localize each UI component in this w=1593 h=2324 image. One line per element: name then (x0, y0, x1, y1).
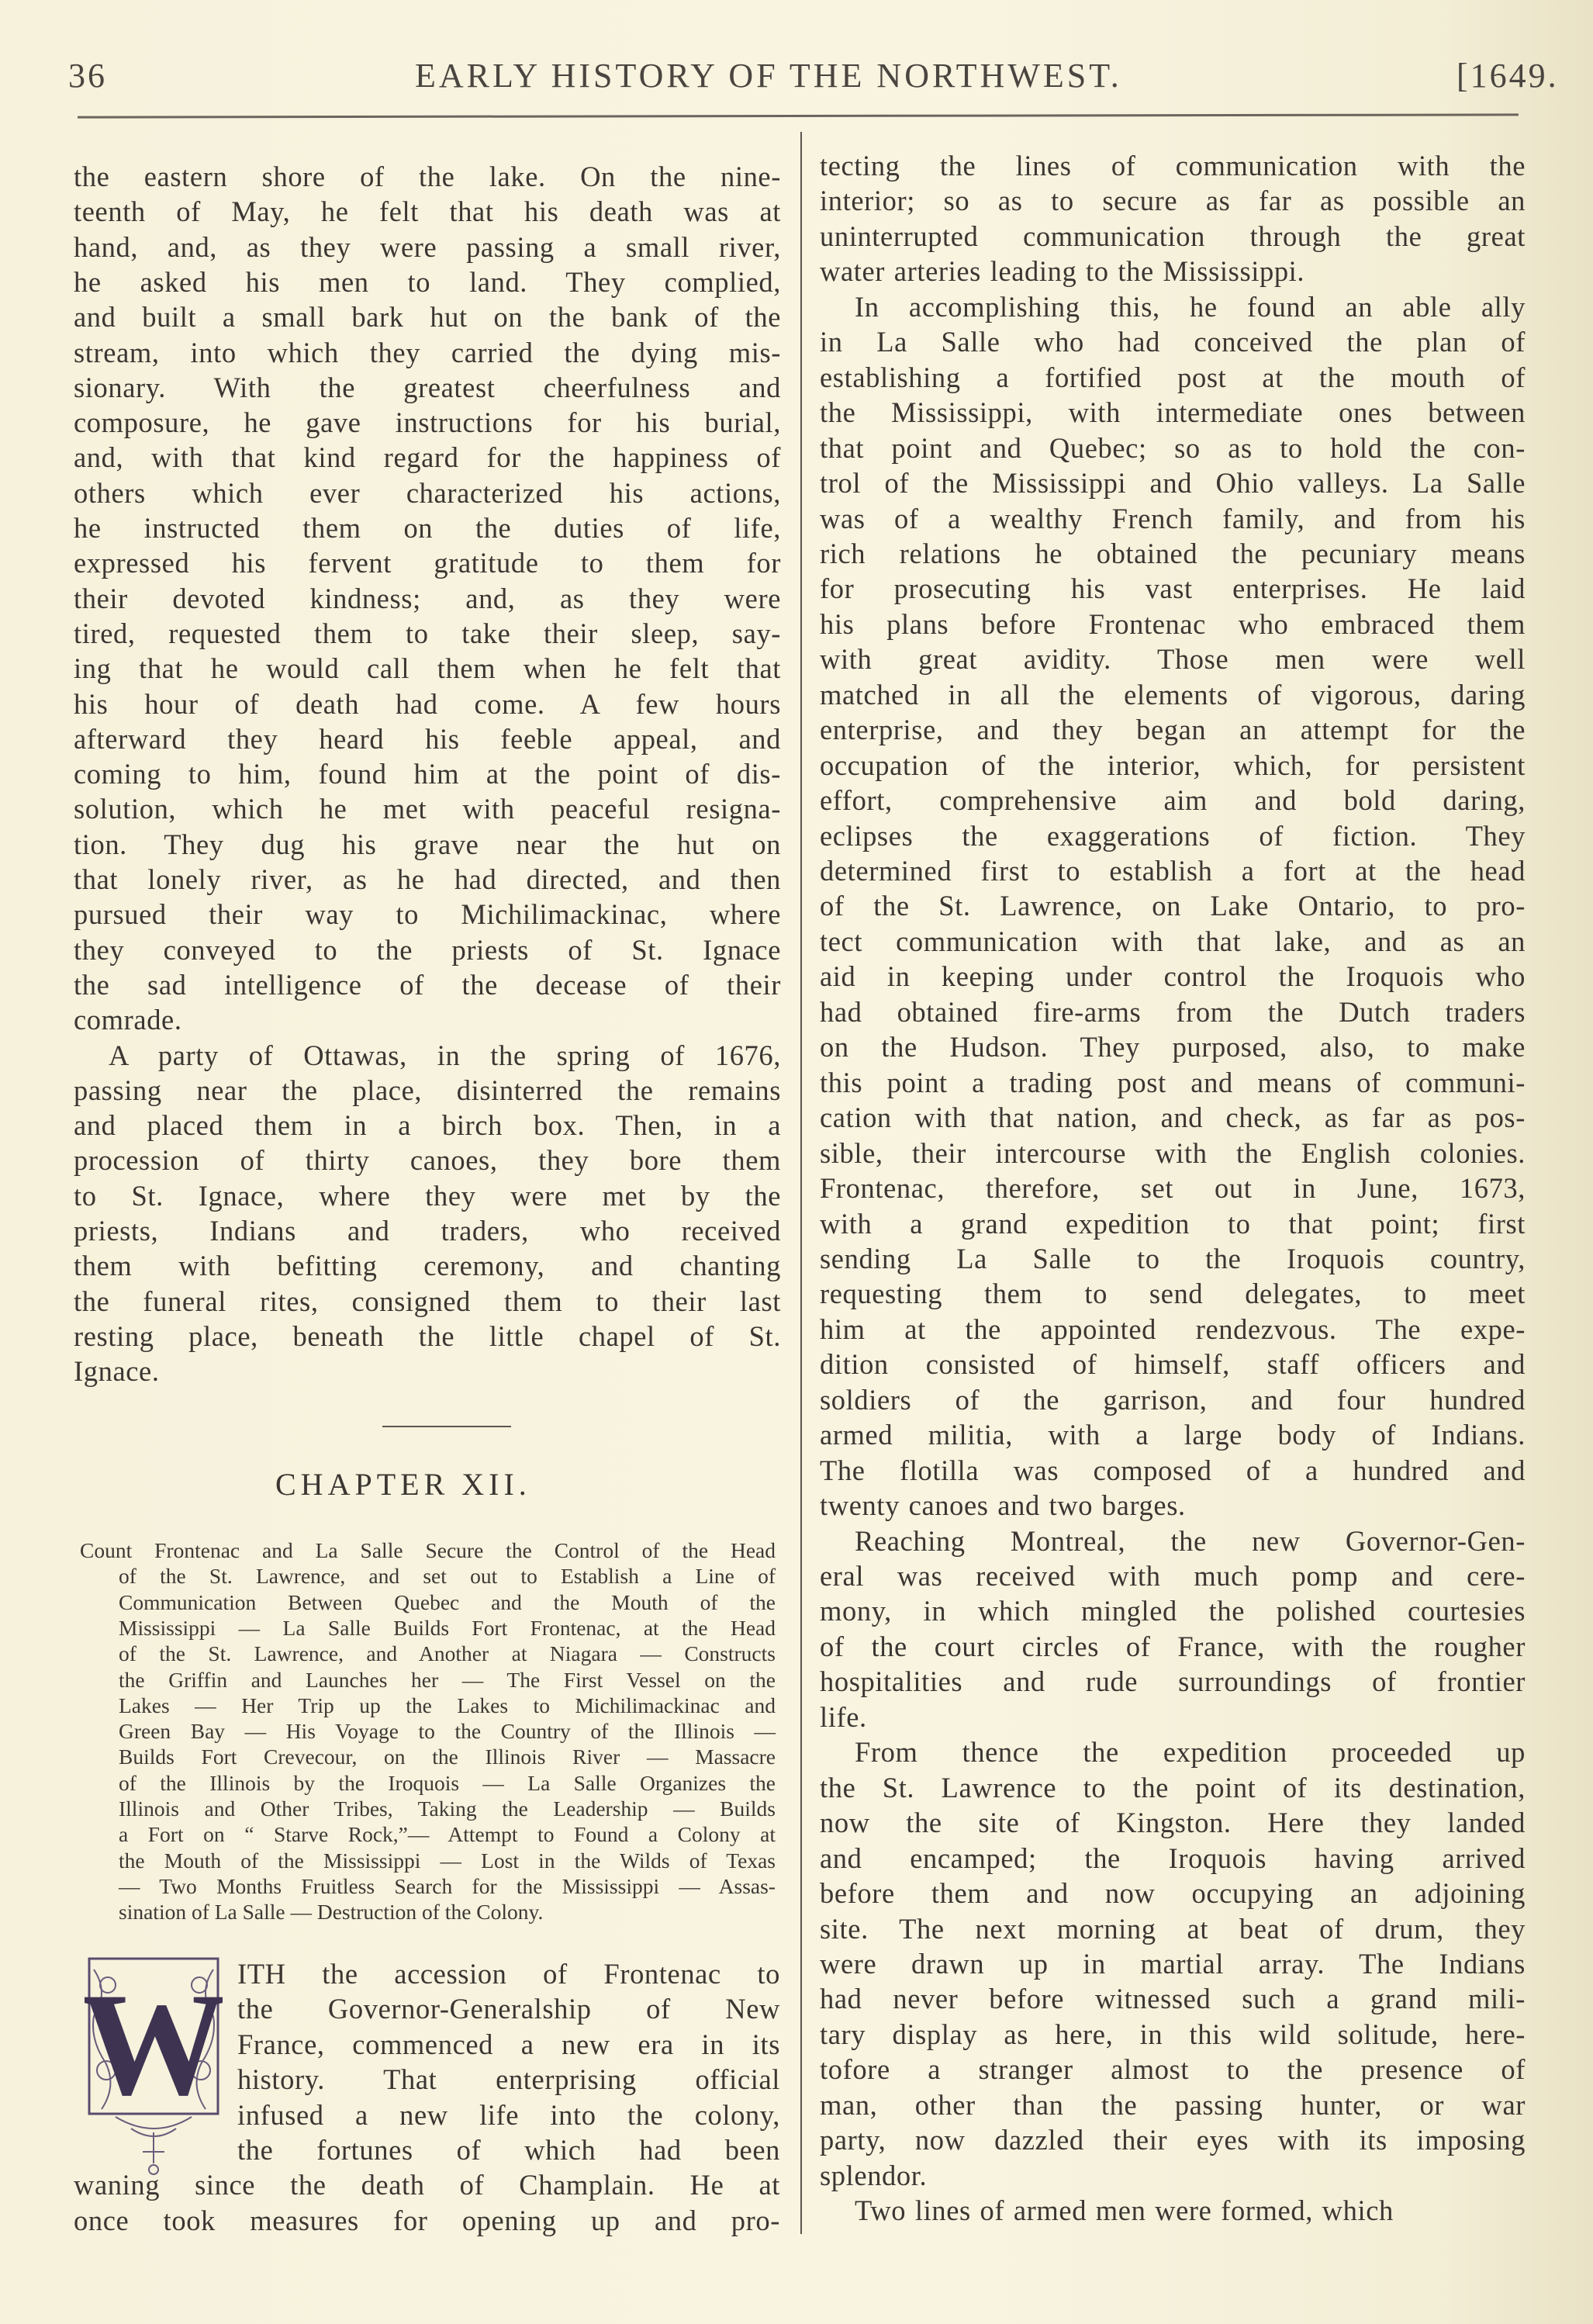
text-line: ing that he would call them when he felt that (74, 652, 781, 685)
summary-line: Count Frontenac and La Salle Secure the Control of the Head (80, 1538, 776, 1562)
page-date: [1649. (1457, 57, 1559, 95)
chapter-title: CHAPTER XII. (275, 1467, 531, 1502)
text-line: water arteries leading to the Mississippi. (820, 255, 1305, 288)
text-line: had obtained fire-arms from the Dutch traders (820, 995, 1526, 1028)
text-line: Frontenac, therefore, set out in June, 1673, (820, 1172, 1526, 1205)
text-line: splendor. (820, 2159, 928, 2191)
header-rule (78, 113, 1519, 118)
text-line: sending La Salle to the Iroquois country, (820, 1242, 1526, 1274)
text-line: for prosecuting his vast enterprises. He laid (820, 572, 1526, 605)
text-line: tired, requested them to take their sleep, say- (74, 617, 781, 649)
text-line: that point and Quebec; so as to hold the con- (820, 431, 1526, 464)
text-line: hospitalities and rude surroundings of frontier (820, 1665, 1526, 1698)
text-line: From thence the expedition proceeded up (855, 1736, 1526, 1769)
text-line: Ignace. (74, 1355, 160, 1388)
text-line: In accomplishing this, he found an able ally (855, 290, 1526, 323)
text-line: and, with that kind regard for the happiness of (74, 441, 781, 474)
text-line: man, other than the passing hunter, or war (820, 2088, 1526, 2121)
text-line: comrade. (74, 1004, 182, 1036)
text-line: Two lines of armed men were formed, which (855, 2194, 1394, 2227)
text-line: teenth of May, he felt that his death was at (74, 195, 781, 228)
text-line: hand, and, as they were passing a small river, (74, 230, 781, 263)
summary-line: Mississippi — La Salle Builds Fort Frontenac, at the Head (119, 1615, 776, 1640)
text-line: ITH the accession of Frontenac to (237, 1958, 780, 1990)
text-line: eclipses the exaggerations of fiction. They (820, 819, 1526, 852)
text-line: mony, in which mingled the polished courtesies (820, 1595, 1526, 1627)
text-line: establishing a fortified post at the mouth of (820, 361, 1526, 393)
text-line: now the site of Kingston. Here they landed (820, 1807, 1526, 1839)
text-line: tion. They dug his grave near the hut on (74, 828, 781, 860)
text-line: with great avidity. Those men were well (820, 643, 1526, 676)
summary-line: Illinois and Other Tribes, Taking the Leadership — Builds (119, 1797, 776, 1821)
text-line: were drawn up in martial array. The Indians (820, 1947, 1526, 1980)
summary-line: of the St. Lawrence, and Another at Niagara — Constructs (119, 1641, 776, 1666)
text-line: sible, their intercourse with the English colonies. (820, 1136, 1526, 1169)
text-line: France, commenced a new era in its (237, 2028, 780, 2060)
text-line: they conveyed to the priests of St. Ignace (74, 933, 781, 966)
summary-line: Lakes — Her Trip up the Lakes to Michilimackinac and (119, 1693, 776, 1717)
text-line: them with befitting ceremony, and chanting (74, 1250, 781, 1282)
text-line: pursued their way to Michilimackinac, where (74, 898, 781, 931)
text-line: determined first to establish a fort at the head (820, 855, 1526, 887)
text-line: their devoted kindness; and, as they were (74, 582, 781, 614)
text-line: effort, comprehensive aim and bold daring, (820, 784, 1526, 817)
summary-line: Builds Fort Crevecour, on the Illinois River — Massacre (119, 1745, 776, 1769)
text-line: eral was received with much pomp and cere- (820, 1560, 1526, 1592)
section-rule (382, 1426, 511, 1427)
text-line: stream, into which they carried the dying mis- (74, 336, 781, 368)
text-line: uninterrupted communication through the great (820, 220, 1526, 252)
text-line: the St. Lawrence to the point of its destination, (820, 1771, 1526, 1804)
text-line: party, now dazzled their eyes with its imposing (820, 2124, 1526, 2156)
text-line: interior; so as to secure as far as possible an (820, 185, 1526, 217)
text-line: before them and now occupying an adjoining (820, 1877, 1526, 1910)
text-line: priests, Indians and traders, who received (74, 1215, 781, 1247)
text-line: with a grand expedition to that point; first (820, 1207, 1526, 1240)
text-line: to St. Ignace, where they were met by the (74, 1179, 781, 1212)
text-line: matched in all the elements of vigorous, daring (820, 678, 1526, 711)
text-line: on the Hudson. They purposed, also, to make (820, 1031, 1526, 1063)
text-line: once took measures for opening up and pro- (74, 2204, 780, 2236)
summary-line: Green Bay — His Voyage to the Country of the Illinois — (119, 1719, 776, 1744)
text-line: of the court circles of France, with the rougher (820, 1630, 1526, 1662)
text-line: aid in keeping under control the Iroquois who (820, 960, 1526, 993)
summary-line: a Fort on “ Starve Rock,”— Attempt to Found a Colony at (119, 1822, 776, 1847)
text-line: occupation of the interior, which, for persistent (820, 749, 1526, 781)
text-line: the sad intelligence of the decease of their (74, 968, 781, 1001)
text-line: and encamped; the Iroquois having arrived (820, 1842, 1526, 1874)
ornamental-drop-cap-w-icon (85, 1954, 223, 2179)
text-line: Reaching Montreal, the new Governor-Gen- (855, 1524, 1526, 1557)
text-line: this point a trading post and means of communi- (820, 1066, 1526, 1098)
text-line: tofore a stranger almost to the presence of (820, 2053, 1526, 2086)
running-title: EARLY HISTORY OF THE NORTHWEST. (415, 57, 1122, 95)
text-line: rich relations he obtained the pecuniary means (820, 537, 1526, 569)
text-line: and placed them in a birch box. Then, in a (74, 1109, 781, 1142)
text-line: armed militia, with a large body of Indians. (820, 1419, 1526, 1451)
text-line: the Mississippi, with intermediate ones between (820, 396, 1526, 429)
text-line: cation with that nation, and check, as far as pos- (820, 1101, 1526, 1134)
summary-line: Communication Between Quebec and the Mouth of the (119, 1589, 776, 1614)
text-line: his hour of death had come. A few hours (74, 687, 781, 720)
text-line: afterward they heard his feeble appeal, and (74, 722, 781, 755)
text-line: A party of Ottawas, in the spring of 1676, (109, 1039, 781, 1071)
text-line: twenty canoes and two barges. (820, 1489, 1186, 1522)
text-line: was of a wealthy French family, and from his (820, 502, 1526, 534)
text-line: composure, he gave instructions for his burial, (74, 406, 781, 439)
text-line: him at the appointed rendezvous. The expe- (820, 1312, 1526, 1345)
page-number: 36 (68, 57, 107, 95)
text-line: tecting the lines of communication with the (820, 150, 1526, 182)
text-line: his plans before Frontenac who embraced them (820, 607, 1526, 640)
svg-text:W: W (85, 1963, 223, 2126)
text-line: the Governor-Generalship of New (237, 1993, 780, 2025)
text-line: life. (820, 1700, 867, 1733)
text-line: he asked his men to land. They complied, (74, 265, 781, 298)
text-line: dition consisted of himself, staff officers and (820, 1348, 1526, 1381)
text-line: the eastern shore of the lake. On the nine- (74, 161, 781, 192)
text-line: tary display as here, in this wild solitude, here- (820, 2018, 1526, 2050)
text-line: expressed his fervent gratitude to them for (74, 547, 781, 579)
summary-line: — Two Months Fruitless Search for the Mississippi — Assas- (119, 1873, 776, 1898)
text-line: trol of the Mississippi and Ohio valleys. La Salle (820, 467, 1526, 500)
summary-line: of the St. Lawrence, and set out to Establish a Line of (119, 1564, 776, 1589)
text-line: history. That enterprising official (237, 2063, 780, 2096)
text-line: resting place, beneath the little chapel of St. (74, 1319, 781, 1352)
summary-line: the Griffin and Launches her — The First Vessel on the (119, 1667, 776, 1692)
text-line: others which ever characterized his actions, (74, 476, 781, 509)
text-line: waning since the death of Champlain. He at (74, 2169, 780, 2201)
text-line: that lonely river, as he had directed, and then (74, 863, 781, 895)
text-line: had never before witnessed such a grand mili- (820, 1983, 1526, 2015)
text-line: enterprise, and they began an attempt for the (820, 714, 1526, 746)
summary-line: sination of La Salle — Destruction of the Colony. (119, 1900, 544, 1925)
text-line: he instructed them on the duties of life, (74, 512, 781, 544)
summary-line: the Mouth of the Mississippi — Lost in the Wilds of Texas (119, 1848, 776, 1873)
text-line: procession of thirty canoes, they bore them (74, 1144, 781, 1177)
text-line: site. The next morning at beat of drum, they (820, 1912, 1526, 1945)
text-line: soldiers of the garrison, and four hundred (820, 1383, 1526, 1416)
text-line: tect communication with that lake, and as an (820, 925, 1526, 957)
text-line: The flotilla was composed of a hundred and (820, 1454, 1526, 1486)
text-line: the funeral rites, consigned them to their last (74, 1285, 781, 1317)
text-line: coming to him, found him at the point of dis- (74, 758, 781, 790)
text-line: solution, which he met with peaceful resigna- (74, 793, 781, 825)
text-line: requesting them to send delegates, to meet (820, 1278, 1526, 1310)
text-line: and built a small bark hut on the bank of the (74, 301, 781, 334)
text-line: sionary. With the greatest cheerfulness and (74, 371, 781, 403)
text-line: the fortunes of which had been (237, 2134, 780, 2166)
summary-line: of the Illinois by the Iroquois — La Salle Organizes the (119, 1770, 776, 1795)
text-line: passing near the place, disinterred the remains (74, 1074, 781, 1106)
column-divider (800, 132, 802, 2234)
text-line: of the St. Lawrence, on Lake Ontario, to pro- (820, 890, 1526, 922)
text-line: in La Salle who had conceived the plan of (820, 326, 1526, 358)
text-line: infused a new life into the colony, (237, 2098, 780, 2131)
